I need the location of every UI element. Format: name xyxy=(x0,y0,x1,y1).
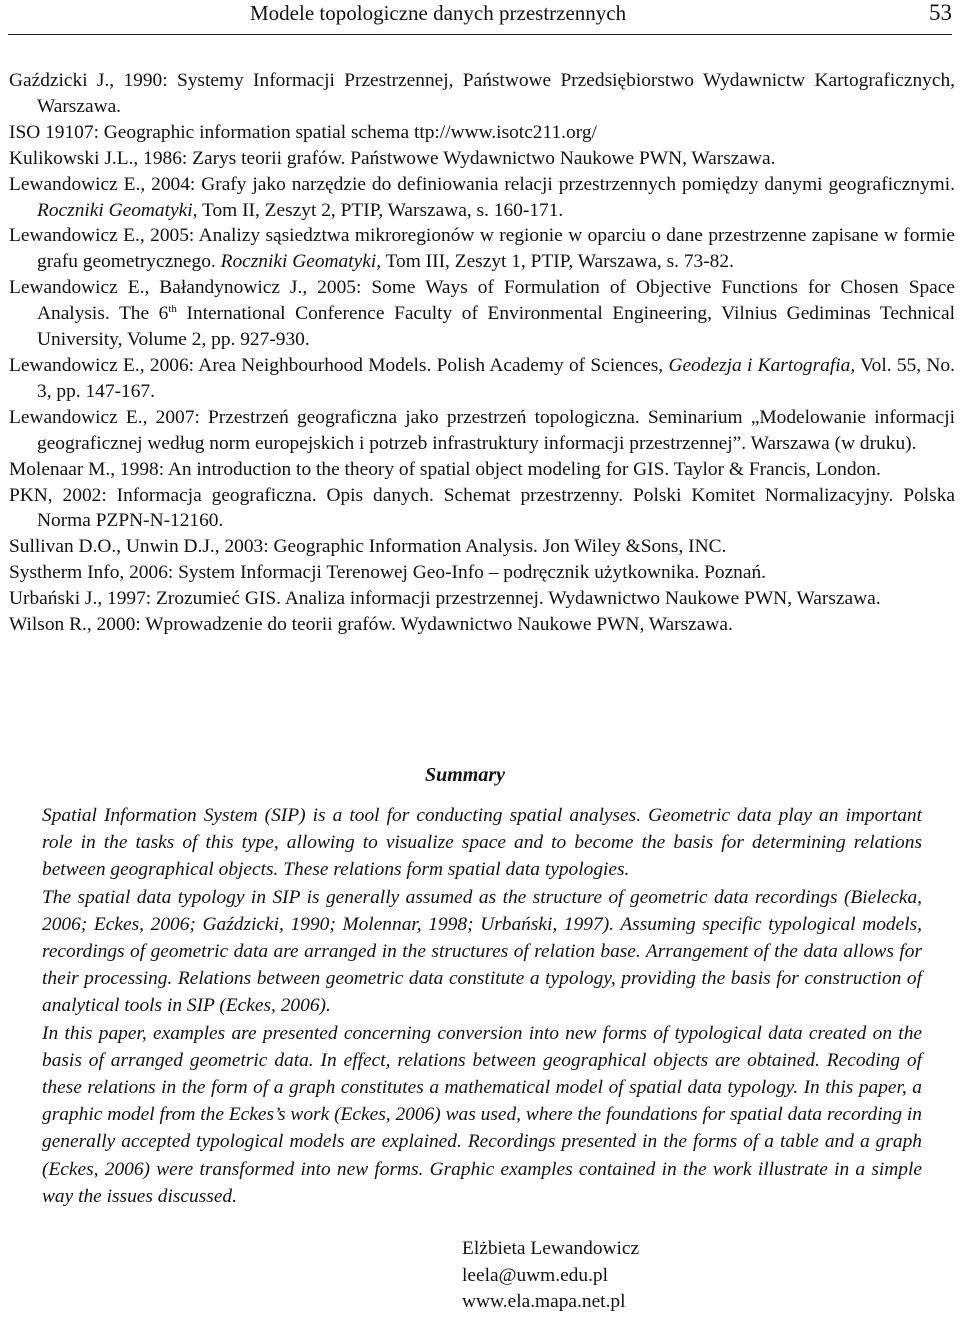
reference-text: Gaździcki J., 1990: Systemy Informacji Przestrzennej, Państwowe Przedsiębiorstwo Wydawnictw Kartograficznych, Warszawa. xyxy=(9,70,955,117)
summary-heading: Summary xyxy=(424,764,506,786)
reference-text: Systherm Info, 2006: System Informacji Terenowej Geo-Info – podręcznik użytkownika. Poznań. xyxy=(9,562,767,584)
running-title: Modele topologiczne danych przestrzennych xyxy=(250,1,627,25)
summary-paragraph: The spatial data typology in SIP is generally assumed as the structure of geometric data recordings (Bielecka, 2006; Eckes, 2006; Gaździcki, 1990; Molennar, 1998; Urbański, 1997). Assuming specific typological models, recordings of geometric data are arranged in the structures of relation base. Arrangement of the data allows for their processing. Relations between geometric data constitute a typology, providing the basis for construction of analytical tools in SIP (Eckes, 2006). xyxy=(42,886,922,1017)
reference-journal: Roczniki Geomatyki xyxy=(37,199,193,221)
reference-text: Wilson R., 2000: Wprowadzenie do teorii grafów. Wydawnictwo Naukowe PWN, Warszawa. xyxy=(9,614,733,636)
reference-text: ISO 19107: Geographic information spatial schema ttp://www.isotc211.org/ xyxy=(9,121,597,143)
reference-entry xyxy=(9,586,955,612)
reference-text: Sullivan D.O., Unwin D.J., 2003: Geographic Information Analysis. Jon Wiley &Sons, INC. xyxy=(9,536,727,558)
reference-entry xyxy=(9,353,955,405)
reference-entry xyxy=(9,172,955,224)
reference-entry xyxy=(9,146,955,172)
reference-text: International Conference Faculty of Environmental Engineering, Vilnius Gediminas Technical University, Volume 2, pp. 927-930. xyxy=(37,303,955,351)
reference-entry xyxy=(9,405,955,457)
reference-text: Lewandowicz E., 2005: Analizy sąsiedztwa mikroregionów w regionie w oparciu o dane przestrzenne zapisane w formie grafu geometrycznego. xyxy=(9,225,955,273)
reference-entry xyxy=(9,120,955,146)
reference-superscript: th xyxy=(168,303,177,316)
reference-text: Lewandowicz E., 2007: Przestrzeń geograficzna jako przestrzeń topologiczna. Seminarium „Modelowanie informacji geograficznej według norm europejskich i potrzeb infrastruktury informacji przestrzennej”. Warszawa (w druku). xyxy=(9,406,955,454)
reference-text: Lewandowicz E., 2006: Area Neighbourhood Models. Polish Academy of Sciences, xyxy=(9,354,669,376)
reference-entry xyxy=(9,223,955,275)
reference-entry xyxy=(9,457,955,483)
reference-entry xyxy=(9,612,955,638)
reference-entry xyxy=(9,560,955,586)
summary-paragraph: In this paper, examples are presented concerning conversion into new forms of typological data created on the basis of arranged geometric data. In effect, relations between geographical objects are obtained. Recoding of these relations in the form of a graph constitutes a mathematical model of spatial data typology. In this paper, a graphic model from the Eckes’s work (Eckes, 2006) was used, where the foundations for spatial data recording in generally accepted typological models are explained. Recordings presented in the forms of a table and a graph (Eckes, 2006) were transformed into new forms. Graphic examples contained in the work illustrate in a simple way the issues discussed. xyxy=(42,1022,922,1207)
page-number: 53 xyxy=(929,0,952,25)
reference-text: Lewandowicz E., 2004: Grafy jako narzędzie do definiowania relacji przestrzennych pomiędzy danymi geograficznymi. xyxy=(9,173,955,195)
running-header xyxy=(8,0,952,35)
reference-text: PKN, 2002: Informacja geograficzna. Opis danych. Schemat przestrzenny. Polski Komitet Normalizacyjny. Polska Norma PZPN-N-12160. xyxy=(9,484,955,532)
reference-text: Molenaar M., 1998: An introduction to the theory of spatial object modeling for GIS. Taylor & Francis, London. xyxy=(9,458,881,480)
author-email[interactable]: leela@uwm.edu.pl xyxy=(462,1264,609,1286)
reference-journal: Roczniki Geomatyki xyxy=(220,251,377,273)
reference-text: Kulikowski J.L., 1986: Zarys teorii grafów. Państwowe Wydawnictwo Naukowe PWN, Warszawa. xyxy=(9,147,776,169)
author-name: Elżbieta Lewandowicz xyxy=(462,1238,640,1259)
reference-entry xyxy=(9,483,955,535)
reference-text: , Tom III, Zeszyt 1, PTIP, Warszawa, s. 73-82. xyxy=(376,251,734,273)
reference-text: , Tom II, Zeszyt 2, PTIP, Warszawa, s. 160-171. xyxy=(192,199,564,221)
summary-paragraph: Spatial Information System (SIP) is a tool for conducting spatial analyses. Geometric data play an important role in the tasks of this type, allowing to visualize space and to become the basis for determining relations between geographical objects. These relations form spatial data typologies. xyxy=(42,805,922,881)
summary-body xyxy=(42,802,922,1210)
reference-text: Vol. 55, No. 3, pp. 147-167. xyxy=(37,354,955,402)
reference-entry xyxy=(9,534,955,560)
author-block xyxy=(462,1236,639,1316)
reference-text: Urbański J., 1997: Zrozumieć GIS. Analiza informacji przestrzennej. Wydawnictwo Naukowe PWN, Warszawa. xyxy=(9,588,881,610)
reference-entry xyxy=(9,68,955,120)
references-list xyxy=(9,68,955,638)
reference-journal: Geodezja i Kartografia, xyxy=(668,354,856,376)
author-website[interactable]: www.ela.mapa.net.pl xyxy=(462,1291,626,1312)
reference-text: Lewandowicz E., Bałandynowicz J., 2005: Some Ways of Formulation of Objective Functions for Chosen Space Analysis. The 6 xyxy=(9,277,955,325)
reference-entry xyxy=(9,275,955,353)
